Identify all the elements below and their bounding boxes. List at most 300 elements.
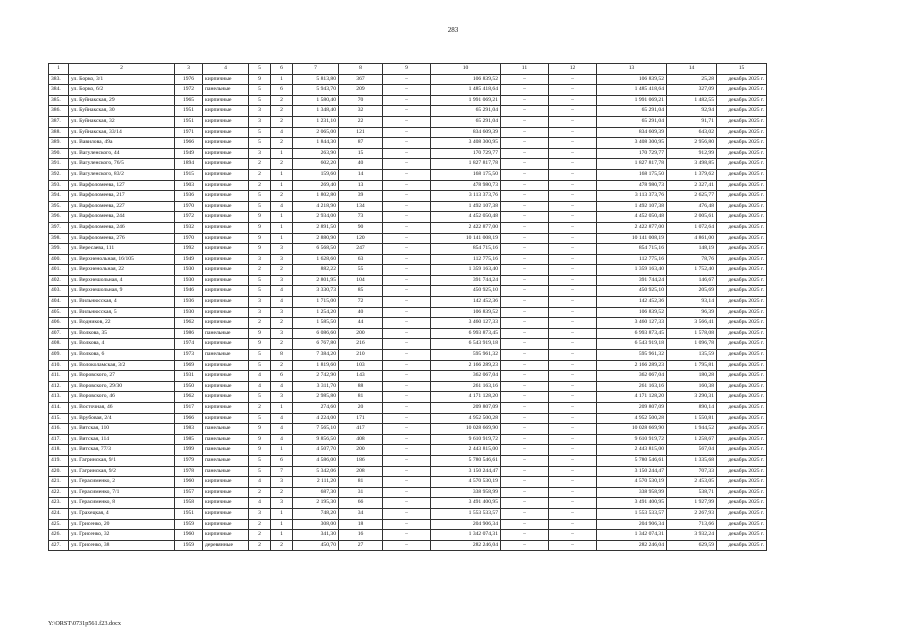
cell-entrances: 1 (271, 233, 293, 244)
cell-year-built: 1986 (175, 328, 203, 339)
cell-deadline: декабрь 2025 г. (717, 413, 767, 424)
cell-col-9-value: – (383, 508, 431, 519)
cell-residents: 13 (339, 180, 383, 191)
table-row (49, 201, 767, 212)
cell-deadline: декабрь 2025 г. (717, 434, 767, 445)
cell-row-number: 399. (49, 244, 69, 255)
cell-deadline: декабрь 2025 г. (717, 222, 767, 233)
cell-row-number: 415. (49, 413, 69, 424)
table-row (49, 297, 767, 308)
cell-deadline: декабрь 2025 г. (717, 424, 767, 435)
cell-residents: 171 (339, 413, 383, 424)
cell-cost-per-unit: 2 327,41 (667, 180, 717, 191)
cell-residents: 81 (339, 392, 383, 403)
cell-floors: 5 (249, 413, 271, 424)
cell-address: ул. Варфоломеева, 127 (69, 180, 175, 191)
cell-row-number: 395. (49, 201, 69, 212)
cell-total-area: 6 086,60 (293, 328, 339, 339)
cell-cost-total: 106 839,52 (431, 307, 501, 318)
cell-col-9-value: – (383, 191, 431, 202)
column-header: 2 (69, 64, 175, 75)
cell-year-built: 1936 (175, 191, 203, 202)
table-header-row (49, 64, 767, 75)
cell-wall-material: панельные (203, 328, 249, 339)
cell-residents: 34 (339, 508, 383, 519)
cell-cost-total: 362 067,04 (431, 371, 501, 382)
cell-residents: 27 (339, 540, 383, 551)
cell-year-built: 1992 (175, 244, 203, 255)
cell-cost-per-unit: 25,28 (667, 74, 717, 85)
cell-year-built: 1960 (175, 530, 203, 541)
table-row (49, 307, 767, 318)
cell-floors: 3 (249, 116, 271, 127)
cell-row-number: 410. (49, 360, 69, 371)
cell-col-11-value: – (501, 159, 549, 170)
cell-address: ул. Вятская, 114 (69, 434, 175, 445)
cell-col-9-value: – (383, 265, 431, 276)
cell-wall-material: деревянные (203, 540, 249, 551)
cell-year-built: 1978 (175, 466, 203, 477)
table-row (49, 180, 767, 191)
cell-cost-repeat: 106 839,52 (597, 307, 667, 318)
cell-cost-per-unit: 713,66 (667, 519, 717, 530)
cell-address: ул. Верхнешольная, 9 (69, 286, 175, 297)
cell-cost-repeat: 1 485 418,64 (597, 85, 667, 96)
column-header: 11 (501, 64, 549, 75)
cell-floors: 5 (249, 350, 271, 361)
cell-wall-material: кирпичные (203, 148, 249, 159)
cell-col-11-value: – (501, 445, 549, 456)
cell-cost-total: 2 443 815,00 (431, 445, 501, 456)
cell-cost-repeat: 10 141 008,19 (597, 233, 667, 244)
cell-address: ул. Герасименко, 7/1 (69, 487, 175, 498)
cell-deadline: декабрь 2025 г. (717, 508, 767, 519)
cell-col-12-value: – (549, 371, 597, 382)
cell-wall-material: кирпичные (203, 95, 249, 106)
cell-cost-total: 478 980,73 (431, 180, 501, 191)
cell-residents: 39 (339, 191, 383, 202)
cell-deadline: декабрь 2025 г. (717, 540, 767, 551)
cell-col-12-value: – (549, 244, 597, 255)
cell-residents: 31 (339, 487, 383, 498)
cell-cost-repeat: 2 166 289,23 (597, 360, 667, 371)
cell-col-12-value: – (549, 74, 597, 85)
cell-deadline: декабрь 2025 г. (717, 477, 767, 488)
column-header: 14 (667, 64, 717, 75)
cell-address: ул. Воровского, 46 (69, 392, 175, 403)
cell-col-9-value: – (383, 212, 431, 223)
cell-cost-total: 1 342 074,31 (431, 530, 501, 541)
cell-col-11-value: – (501, 413, 549, 424)
cell-total-area: 2 195,30 (293, 498, 339, 509)
cell-cost-per-unit: 93,14 (667, 297, 717, 308)
cell-floors: 2 (249, 530, 271, 541)
cell-address: ул. Грахецкая, 4 (69, 508, 175, 519)
table-row (49, 318, 767, 329)
cell-cost-per-unit: 890,14 (667, 403, 717, 414)
cell-year-built: 1949 (175, 148, 203, 159)
cell-year-built: 1971 (175, 127, 203, 138)
cell-total-area: 159,60 (293, 169, 339, 180)
cell-entrances: 2 (271, 339, 293, 350)
cell-wall-material: кирпичные (203, 201, 249, 212)
cell-wall-material: панельные (203, 455, 249, 466)
cell-entrances: 4 (271, 413, 293, 424)
cell-col-11-value: – (501, 180, 549, 191)
cell-entrances: 6 (271, 455, 293, 466)
cell-wall-material: кирпичные (203, 403, 249, 414)
cell-cost-per-unit: 1 096,78 (667, 339, 717, 350)
cell-col-11-value: – (501, 318, 549, 329)
cell-year-built: 1970 (175, 201, 203, 212)
cell-row-number: 412. (49, 381, 69, 392)
cell-entrances: 3 (271, 498, 293, 509)
cell-cost-per-unit: 78,76 (667, 254, 717, 265)
cell-col-11-value: – (501, 191, 549, 202)
cell-total-area: 5 342,06 (293, 466, 339, 477)
cell-deadline: декабрь 2025 г. (717, 455, 767, 466)
cell-col-9-value: – (383, 455, 431, 466)
cell-col-11-value: – (501, 540, 549, 551)
cell-entrances: 1 (271, 169, 293, 180)
cell-deadline: декабрь 2025 г. (717, 275, 767, 286)
cell-year-built: 1951 (175, 508, 203, 519)
cell-residents: 417 (339, 424, 383, 435)
cell-deadline: декабрь 2025 г. (717, 127, 767, 138)
cell-residents: 121 (339, 127, 383, 138)
cell-row-number: 413. (49, 392, 69, 403)
cell-address: ул. Воровского, 29/30 (69, 381, 175, 392)
cell-col-9-value: – (383, 413, 431, 424)
cell-year-built: 1979 (175, 455, 203, 466)
cell-col-11-value: – (501, 95, 549, 106)
cell-cost-repeat: 595 961,32 (597, 350, 667, 361)
cell-deadline: декабрь 2025 г. (717, 381, 767, 392)
column-header: 10 (431, 64, 501, 75)
cell-row-number: 418. (49, 445, 69, 456)
cell-cost-per-unit: 1 795,81 (667, 360, 717, 371)
table-row (49, 381, 767, 392)
table-row (49, 360, 767, 371)
cell-col-12-value: – (549, 159, 597, 170)
cell-total-area: 2 065,00 (293, 127, 339, 138)
cell-col-12-value: – (549, 116, 597, 127)
cell-year-built: 1951 (175, 116, 203, 127)
cell-cost-repeat: 1 342 074,31 (597, 530, 667, 541)
cell-cost-total: 170 729,77 (431, 148, 501, 159)
cell-deadline: декабрь 2025 г. (717, 106, 767, 117)
cell-col-9-value: – (383, 392, 431, 403)
cell-cost-total: 4 171 128,20 (431, 392, 501, 403)
cell-total-area: 602,20 (293, 159, 339, 170)
cell-wall-material: кирпичные (203, 307, 249, 318)
cell-cost-total: 10 028 669,90 (431, 424, 501, 435)
table-row (49, 350, 767, 361)
cell-cost-total: 6 993 873,45 (431, 328, 501, 339)
cell-col-9-value: – (383, 477, 431, 488)
cell-col-12-value: – (549, 339, 597, 350)
cell-col-9-value: – (383, 286, 431, 297)
cell-col-11-value: – (501, 244, 549, 255)
cell-address: ул. Вагуленского, 44 (69, 148, 175, 159)
cell-col-9-value: – (383, 148, 431, 159)
cell-year-built: 1974 (175, 339, 203, 350)
cell-col-9-value: – (383, 85, 431, 96)
cell-residents: 200 (339, 328, 383, 339)
cell-row-number: 384. (49, 85, 69, 96)
cell-floors: 5 (249, 275, 271, 286)
cell-row-number: 407. (49, 328, 69, 339)
cell-cost-repeat: 3 491 400,95 (597, 498, 667, 509)
cell-residents: 208 (339, 466, 383, 477)
cell-col-9-value: – (383, 275, 431, 286)
cell-year-built: 1930 (175, 275, 203, 286)
cell-floors: 9 (249, 222, 271, 233)
cell-col-11-value: – (501, 254, 549, 265)
cell-col-11-value: – (501, 265, 549, 276)
cell-total-area: 2 801,95 (293, 275, 339, 286)
cell-deadline: декабрь 2025 г. (717, 74, 767, 85)
cell-cost-per-unit: 1 335,68 (667, 455, 717, 466)
cell-cost-total: 261 163,16 (431, 381, 501, 392)
table-row (49, 487, 767, 498)
cell-total-area: 2 891,50 (293, 222, 339, 233)
cell-floors: 2 (249, 169, 271, 180)
cell-col-12-value: – (549, 508, 597, 519)
cell-address: ул. Варфоломеева, 276 (69, 233, 175, 244)
cell-total-area: 269,40 (293, 180, 339, 191)
cell-total-area: 1 348,40 (293, 106, 339, 117)
cell-col-12-value: – (549, 413, 597, 424)
cell-year-built: 1903 (175, 180, 203, 191)
table-row (49, 106, 767, 117)
cell-row-number: 420. (49, 466, 69, 477)
cell-cost-total: 391 744,24 (431, 275, 501, 286)
cell-cost-per-unit: 3 290,31 (667, 392, 717, 403)
cell-wall-material: кирпичные (203, 286, 249, 297)
cell-col-9-value: – (383, 424, 431, 435)
cell-address: ул. Вятская, 110 (69, 424, 175, 435)
cell-col-11-value: – (501, 106, 549, 117)
cell-col-11-value: – (501, 286, 549, 297)
cell-col-12-value: – (549, 212, 597, 223)
table-row (49, 275, 767, 286)
cell-total-area: 1 580,40 (293, 95, 339, 106)
cell-col-12-value: – (549, 434, 597, 445)
cell-row-number: 419. (49, 455, 69, 466)
cell-col-12-value: – (549, 138, 597, 149)
cell-col-11-value: – (501, 138, 549, 149)
cell-total-area: 687,30 (293, 487, 339, 498)
cell-address: ул. Варфоломеева, 217 (69, 191, 175, 202)
cell-total-area: 6 767,80 (293, 339, 339, 350)
cell-address: ул. Варфоломеева, 244 (69, 212, 175, 223)
cell-col-12-value: – (549, 424, 597, 435)
cell-floors: 5 (249, 360, 271, 371)
cell-year-built: 1973 (175, 350, 203, 361)
cell-floors: 9 (249, 434, 271, 445)
cell-wall-material: панельные (203, 434, 249, 445)
cell-total-area: 4 586,00 (293, 455, 339, 466)
cell-deadline: декабрь 2025 г. (717, 180, 767, 191)
cell-cost-repeat: 10 028 669,90 (597, 424, 667, 435)
cell-col-9-value: – (383, 244, 431, 255)
cell-wall-material: кирпичные (203, 318, 249, 329)
cell-cost-per-unit: 2 956,80 (667, 138, 717, 149)
cell-cost-total: 1 553 533,57 (431, 508, 501, 519)
cell-wall-material: кирпичные (203, 116, 249, 127)
cell-col-9-value: – (383, 466, 431, 477)
cell-floors: 3 (249, 148, 271, 159)
cell-cost-total: 3 491 400,95 (431, 498, 501, 509)
cell-col-11-value: – (501, 212, 549, 223)
cell-entrances: 1 (271, 508, 293, 519)
cell-cost-total: 3 150 244,47 (431, 466, 501, 477)
cell-deadline: декабрь 2025 г. (717, 519, 767, 530)
cell-total-area: 1 844,30 (293, 138, 339, 149)
cell-wall-material: кирпичные (203, 498, 249, 509)
cell-floors: 5 (249, 85, 271, 96)
cell-col-12-value: – (549, 191, 597, 202)
cell-col-9-value: – (383, 201, 431, 212)
cell-row-number: 417. (49, 434, 69, 445)
cell-cost-repeat: 1 492 107,38 (597, 201, 667, 212)
table-row (49, 445, 767, 456)
cell-row-number: 388. (49, 127, 69, 138)
cell-deadline: декабрь 2025 г. (717, 318, 767, 329)
cell-entrances: 4 (271, 201, 293, 212)
cell-col-9-value: – (383, 445, 431, 456)
table-row (49, 455, 767, 466)
cell-cost-per-unit: 1 752,40 (667, 265, 717, 276)
cell-entrances: 1 (271, 530, 293, 541)
table-row (49, 339, 767, 350)
cell-address: ул. Восточная, 46 (69, 403, 175, 414)
cell-cost-repeat: 106 839,52 (597, 74, 667, 85)
cell-cost-total: 4 570 530,19 (431, 477, 501, 488)
cell-total-area: 1 802,80 (293, 191, 339, 202)
cell-deadline: декабрь 2025 г. (717, 530, 767, 541)
cell-residents: 209 (339, 85, 383, 96)
cell-address: ул. Вересаева, 111 (69, 244, 175, 255)
column-header: 3 (175, 64, 203, 75)
cell-residents: 15 (339, 148, 383, 159)
cell-col-11-value: – (501, 85, 549, 96)
cell-cost-per-unit: 3 566,41 (667, 318, 717, 329)
cell-deadline: декабрь 2025 г. (717, 328, 767, 339)
cell-col-11-value: – (501, 508, 549, 519)
cell-col-11-value: – (501, 424, 549, 435)
cell-col-12-value: – (549, 95, 597, 106)
cell-entrances: 1 (271, 222, 293, 233)
cell-col-9-value: – (383, 318, 431, 329)
cell-entrances: 2 (271, 116, 293, 127)
cell-entrances: 2 (271, 540, 293, 551)
cell-deadline: декабрь 2025 г. (717, 169, 767, 180)
cell-deadline: декабрь 2025 г. (717, 159, 767, 170)
cell-wall-material: кирпичные (203, 508, 249, 519)
cell-col-11-value: – (501, 116, 549, 127)
cell-entrances: 1 (271, 212, 293, 223)
cell-cost-per-unit: 135,59 (667, 350, 717, 361)
cell-wall-material: кирпичные (203, 169, 249, 180)
cell-col-11-value: – (501, 148, 549, 159)
cell-cost-repeat: 9 610 919,72 (597, 434, 667, 445)
cell-total-area: 3 330,73 (293, 286, 339, 297)
cell-row-number: 426. (49, 530, 69, 541)
table-row (49, 233, 767, 244)
cell-address: ул. Грисенко, 38 (69, 540, 175, 551)
cell-residents: 134 (339, 201, 383, 212)
table-row (49, 403, 767, 414)
cell-floors: 9 (249, 233, 271, 244)
cell-cost-total: 1 827 817,78 (431, 159, 501, 170)
cell-row-number: 391. (49, 159, 69, 170)
cell-entrances: 2 (271, 191, 293, 202)
cell-col-11-value: – (501, 328, 549, 339)
cell-col-12-value: – (549, 265, 597, 276)
cell-cost-per-unit: 707,33 (667, 466, 717, 477)
cell-floors: 2 (249, 318, 271, 329)
cell-floors: 9 (249, 339, 271, 350)
cell-entrances: 7 (271, 466, 293, 477)
cell-cost-repeat: 3 150 244,47 (597, 466, 667, 477)
cell-cost-repeat: 204 906,34 (597, 519, 667, 530)
cell-address: ул. Вятская, 77/3 (69, 445, 175, 456)
cell-wall-material: кирпичные (203, 487, 249, 498)
cell-floors: 2 (249, 519, 271, 530)
cell-col-11-value: – (501, 498, 549, 509)
cell-cost-repeat: 3 460 127,33 (597, 318, 667, 329)
table-row (49, 498, 767, 509)
cell-floors: 9 (249, 212, 271, 223)
cell-entrances: 4 (271, 297, 293, 308)
cell-year-built: 1999 (175, 445, 203, 456)
cell-col-11-value: – (501, 455, 549, 466)
cell-floors: 5 (249, 201, 271, 212)
cell-deadline: декабрь 2025 г. (717, 212, 767, 223)
cell-col-12-value: – (549, 487, 597, 498)
table-body (49, 74, 767, 551)
cell-total-area: 274,60 (293, 403, 339, 414)
cell-row-number: 392. (49, 169, 69, 180)
cell-wall-material: кирпичные (203, 413, 249, 424)
cell-cost-per-unit: 180,28 (667, 371, 717, 382)
cell-col-11-value: – (501, 350, 549, 361)
cell-residents: 81 (339, 477, 383, 488)
cell-row-number: 405. (49, 307, 69, 318)
cell-col-12-value: – (549, 286, 597, 297)
cell-cost-total: 834 609,39 (431, 127, 501, 138)
cell-cost-per-unit: 4 861,00 (667, 233, 717, 244)
cell-cost-per-unit: 327,09 (667, 85, 717, 96)
cell-wall-material: кирпичные (203, 254, 249, 265)
column-header: 8 (339, 64, 383, 75)
cell-entrances: 4 (271, 381, 293, 392)
table-row (49, 392, 767, 403)
cell-deadline: декабрь 2025 г. (717, 233, 767, 244)
cell-floors: 2 (249, 403, 271, 414)
cell-col-12-value: – (549, 297, 597, 308)
cell-cost-repeat: 5 780 546,61 (597, 455, 667, 466)
cell-wall-material: кирпичные (203, 233, 249, 244)
cell-cost-per-unit: 91,71 (667, 116, 717, 127)
cell-row-number: 385. (49, 95, 69, 106)
cell-address: ул. Герасименко, 2 (69, 477, 175, 488)
cell-cost-total: 1 492 107,38 (431, 201, 501, 212)
cell-cost-repeat: 1 553 533,57 (597, 508, 667, 519)
cell-floors: 3 (249, 307, 271, 318)
